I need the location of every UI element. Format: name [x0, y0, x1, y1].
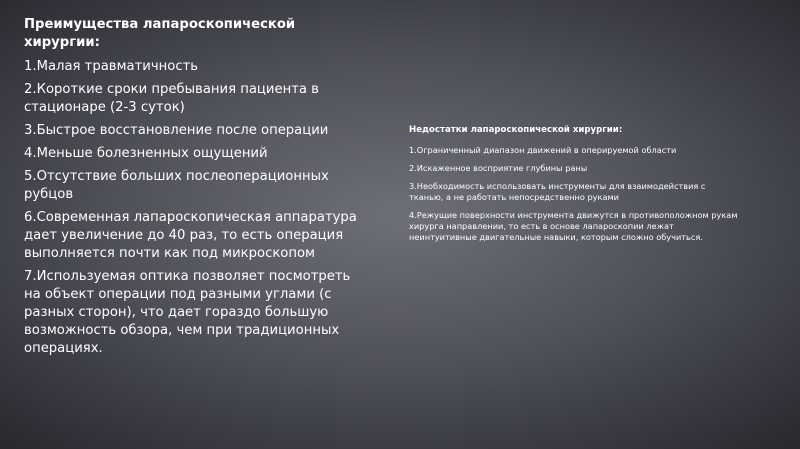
disadvantage-item-4: 4.Режущие поверхности инструмента движутся в противоположном рукам хирурга направлении, то есть в основе лапароскопии лежат неинтуитивные двигательные навыки, которым сложно обучиться. — [409, 210, 738, 242]
advantages-title: Преимущества лапароскопической хирургии: — [24, 17, 296, 50]
advantage-item-6: 6.Современная лапароскопическая аппаратура дает увеличение до 40 раз, то есть операция выполняется почти как под микроскопом — [24, 210, 357, 261]
advantage-item-4: 4.Меньше болезненных ощущений — [24, 146, 268, 161]
disadvantage-item-2: 2.Искаженное восприятие глубины раны — [409, 163, 588, 173]
advantage-item-5: 5.Отсутствие больших послеоперационных рубцов — [24, 169, 329, 202]
disadvantage-item-1: 1.Ограниченный диапазон движений в оперируемой области — [409, 145, 677, 155]
advantage-item-7: 7.Используемая оптика позволяет посмотреть на объект операции под разными углами (с разных сторон), что дает гораздо большую возможность обзора, чем при традиционных операциях. — [24, 269, 351, 356]
advantage-item-2: 2.Короткие сроки пребывания пациента в стационаре (2-3 суток) — [24, 82, 319, 115]
advantages-section — [24, 16, 364, 363]
advantage-item-1: 1.Малая травматичность — [24, 59, 199, 74]
disadvantages-title: Недостатки лапароскопической хирургии: — [409, 125, 623, 135]
disadvantages-section — [409, 124, 739, 250]
advantage-item-3: 3.Быстрое восстановление после операции — [24, 123, 329, 138]
disadvantage-item-3: 3.Необходимость использовать инструменты для взаимодействия с тканью, а не работать непосредственно руками — [409, 181, 706, 202]
